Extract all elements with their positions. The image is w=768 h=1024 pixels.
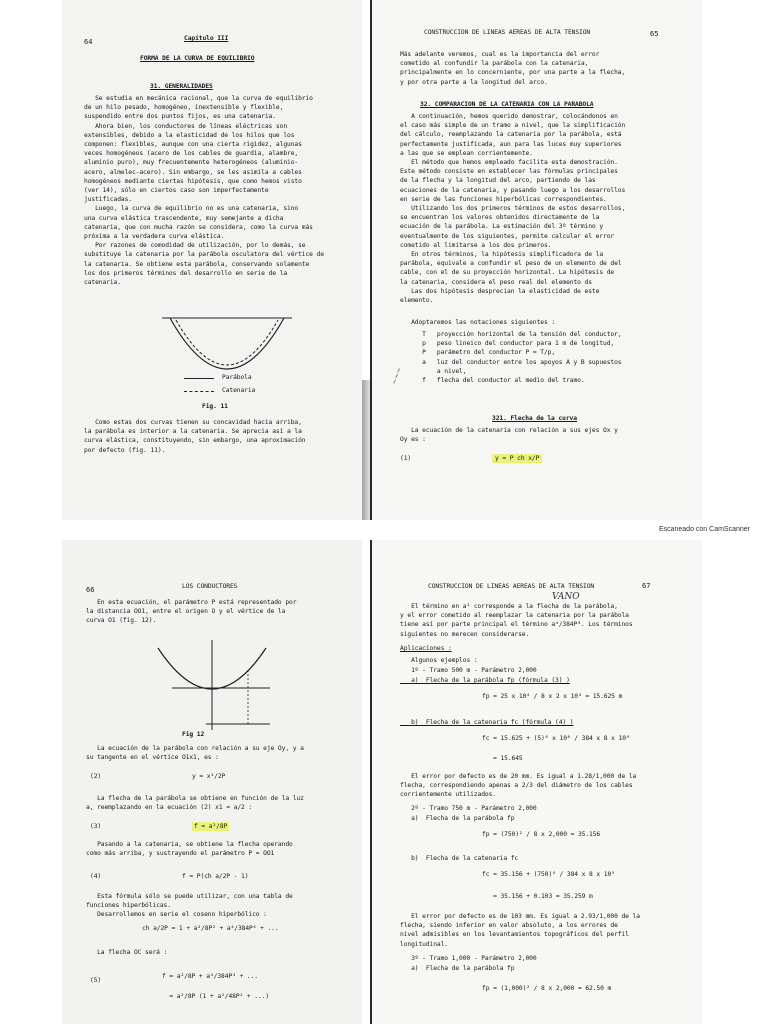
text-line: la catenaria. Se obtiene esta parábola, conservando solamente: [84, 260, 310, 268]
example-3a: a) Flecha de la parábola fp: [400, 965, 515, 972]
example-2a-eq: fp = (750)² / 8 x 2,000 = 35.156: [482, 831, 601, 838]
text-line: de un hilo pesado, homogéneo, inextensible y flexible,: [84, 104, 284, 112]
text-line: ecuación de la parábola. La estimación del 3º término y: [400, 223, 604, 231]
text-line: homogéneos mediante ciertas hipótesis, que como hemos visto: [84, 177, 302, 185]
equation-4: f = P(ch a/2P - 1): [182, 873, 249, 880]
text-line: En esta ecuación, el parámetro P está representado por: [86, 599, 297, 606]
text-line: Desarrollemos en serie el coseno hiperbólico :: [86, 911, 267, 919]
text-line: principalmente en lo concerniente, por una parte a la flecha,: [400, 69, 626, 77]
text-line: flecha, correspondiendo apenas a 2/3 del diámetro de los cables: [400, 782, 633, 790]
example-1a: a) Flecha de la parábola fp (fórmula (3) ): [400, 677, 570, 684]
text-line: funciones hiperbólicas.: [86, 902, 171, 910]
legend-catenaria-line: [184, 391, 214, 392]
page-header: CONSTRUCCION DE LINEAS AEREAS DE ALTA TENSION: [424, 29, 591, 36]
text-line: aluminio puro), muy frecuentemente heterogéneos (aluminio-: [84, 159, 299, 167]
text-line: substituye la catenaria por la parábola osculatora del vértice de: [84, 251, 324, 259]
equation-number: (1): [400, 455, 412, 462]
text-line: veces homogéneos (acero de los cables de guardia, alambre,: [84, 150, 299, 158]
text-line: extensibles, debido a la elasticidad de los hilos que los: [84, 131, 295, 139]
text-line: del cálculo, reemplazando la catenaria por la parábola, está: [400, 131, 622, 139]
chapter-title: Capítulo III: [184, 35, 229, 42]
example-1b-eq1: fc = 15.625 + (5)⁴ x 10⁸ / 384 x 8 x 10⁹: [482, 735, 630, 742]
example-2: 2º - Tramo 750 m - Parámetro 2,000: [400, 805, 537, 812]
equation-3: f = a²/8P: [194, 823, 228, 830]
text-line: El error por defecto es de 20 mm. Es igual a 1.28/1,000 de la: [400, 773, 637, 780]
text-line: justificadas.: [84, 196, 132, 204]
text-line: longitudinal.: [400, 940, 448, 948]
text-line: la distancia OO1, entre el origen O y el vértice de la: [86, 608, 286, 616]
text-line: f flecha del conductor al medio del tramo.: [400, 377, 585, 384]
legend-catenaria: Catenaria: [222, 387, 256, 394]
figure-12: [152, 640, 272, 730]
handwritten-margin-note: ~~~: [390, 366, 404, 386]
text-line: en serie de las funciones hiperbólicas correspondientes.: [400, 195, 607, 203]
handwritten-note: VANO: [552, 592, 580, 602]
example-1b: b) Flecha de la catenaria fc (fórmula (4) ): [400, 719, 574, 726]
text-line: Las dos hipótesis desprecian la elasticidad de este: [400, 287, 600, 295]
equation-catenaria: y = P ch x/P: [492, 454, 542, 463]
subsection-heading: 321. Flecha de la curva: [492, 415, 577, 422]
legend-parabola-line: [184, 378, 214, 379]
example-3: 3º - Tramo 1,000 - Parámetro 2,000: [400, 955, 537, 962]
page-64: [62, 0, 362, 520]
text-line: flecha, siendo inferior en valor absoluto, a los errores de: [400, 922, 618, 930]
applications-sub: Algunos ejemplos :: [400, 657, 478, 664]
text-line: suspendido entre dos puntos fijos, es una catenaria.: [84, 113, 276, 121]
text-line: Se estudia en mecánica racional, que la curva de equilibrio: [84, 95, 313, 102]
equation-5b: = a²/8P (1 + a²/48P² + ...): [162, 993, 270, 1000]
text-line: catenaria, que con mucha razón se considera, como la curva más: [84, 223, 313, 231]
text-line: Ahora bien, los conductores de líneas eléctricas son: [84, 122, 288, 130]
series-expansion: ch a/2P = 1 + a²/8P² + a⁴/384P⁴ + ...: [142, 925, 279, 932]
example-1a-eq: fp = 25 x 10⁴ / 8 x 2 x 10³ = 15.625 m: [482, 693, 623, 700]
text-line: ecuaciones de la catenaria, y pasando luego a los desarrollos: [400, 186, 626, 194]
example-2b-eq1: fc = 35.156 + (750)⁴ / 384 x 8 x 10⁹: [482, 871, 615, 878]
text-line: Como estas dos curvas tienen su concavidad hacia arriba,: [84, 419, 302, 426]
section-heading: 31. GENERALIDADES: [150, 83, 213, 90]
text-line: curva elástica, constituyendo, sin embargo, una aproximación: [84, 437, 306, 445]
text-line: p peso lineico del conductor para 1 m de longitud,: [400, 340, 615, 348]
text-line: y el error cometido al reemplazar la catenaria por la parábola: [400, 612, 629, 620]
text-line: los dos primeros términos del desarrollo en serie de la: [84, 269, 288, 277]
text-line: a las que se emplean corrientemente.: [400, 149, 533, 157]
text-line: a luz del conductor entre los apoyos A y B supuestos: [400, 358, 622, 366]
equation-number-2: (2): [90, 773, 102, 780]
parabola-curve: [170, 318, 284, 369]
text-line: cometido al limitarse a los dos primeros.: [400, 241, 552, 249]
text-line: perfectamente justificada, aun para las luces muy superiores: [400, 140, 622, 148]
text-line: la catenaria, considera el peso real del elemento ds: [400, 278, 592, 286]
text-line: como más arriba, y sustrayendo el parámetro P = OO1: [86, 850, 275, 858]
example-2a: a) Flecha de la parábola fp: [400, 815, 515, 822]
example-1b-eq2: = 15.645: [482, 755, 523, 762]
text-line: (ver 14), sólo en ciertos caso son imperfectamente: [84, 187, 269, 194]
page-number: 67: [642, 582, 651, 590]
text-line: En otros términos, la hipótesis simplificadora de la: [400, 251, 604, 258]
page-66: [62, 540, 362, 1024]
page-header: LOS CONDUCTORES: [182, 583, 238, 590]
page-65: [372, 0, 702, 520]
example-2b: b) Flecha de la catenaria fc: [400, 855, 519, 862]
text-line: cometido al confundir la parábola con la catenaria,: [400, 60, 589, 68]
text-line: catenaria.: [84, 279, 121, 286]
example-1: 1º - Tramo 500 m - Parámetro 2,000: [400, 667, 537, 674]
legend-parabola: Parábola: [222, 374, 252, 381]
text-line: La ecuación de la parábola con relación a su eje Oy, y a: [86, 745, 304, 752]
text-line: tiene así por parte principal el término a⁴/384P³. Los términos: [400, 621, 633, 629]
text-line: nivel admisibles en los levantamientos topográficos del perfil: [400, 931, 629, 939]
text-line: T proyección horizontal de la tensión del conductor,: [400, 331, 622, 338]
equation-5a: f = a²/8P + a⁴/384P³ + ...: [162, 973, 258, 980]
page-header: CONSTRUCCION DE LINEAS AEREAS DE ALTA TENSION: [428, 583, 595, 590]
text-line: La ecuación de la catenaria con relación a sus ejes Ox y: [400, 427, 618, 434]
text-line: la parábola es interior a la catenaria. Se aprecia así a la: [84, 428, 302, 436]
figure-caption: Fig. 11: [202, 403, 228, 410]
text-line: Esta fórmula sólo se puede utilizar, con una tabla de: [86, 893, 293, 900]
text-line: eventualmente de los siguientes, permite calcular el error: [400, 232, 615, 240]
text-line: corrientemente utilizados.: [400, 791, 496, 799]
figure-caption: Fig 12: [182, 731, 205, 738]
text-line: cable, con el de su proyección horizontal. La hipótesis de: [400, 269, 615, 277]
catenaria-curve: [176, 320, 278, 365]
text-line: Pasando a la catenaria, se obtiene la flecha operando: [86, 841, 293, 848]
page-67: [372, 540, 702, 1024]
applications-title: Aplicaciones :: [400, 645, 452, 652]
text-line: parábola, equivale a confundir el peso de un elemento de del: [400, 260, 622, 268]
text-line: siguientes no merecen considerarse.: [400, 630, 530, 638]
text-line: Este método consiste en establecer las fórmulas principales: [400, 168, 618, 176]
text-line: el caso más simple de un tramo a nivel, que la simplificación: [400, 122, 626, 130]
text-line: Oy es :: [400, 436, 426, 444]
text-line: y por otra parte a la longitud del arco.: [400, 78, 548, 86]
text-line: su tangente en el vértice O1x1, es :: [86, 754, 219, 762]
chapter-subtitle: FORMA DE LA CURVA DE EQUILIBRIO: [140, 55, 255, 62]
text-line: Más adelante veremos, cual es la importancia del error: [400, 51, 600, 58]
text-line: de la flecha y la longitud del arco, partiendo de las: [400, 177, 596, 185]
equation-number-5: (5): [90, 977, 102, 984]
notations-title: Adoptaremos las notaciones siguientes :: [400, 319, 556, 326]
text-line: próxima a la verdadera curva elástica.: [84, 233, 225, 240]
text-line: elemento.: [400, 297, 434, 304]
text-line: El término en a² corresponde a la flecha de la parábola,: [400, 603, 618, 610]
text-line: curva O1 (fig. 12).: [86, 617, 157, 625]
example-2b-eq2: = 35.156 + 0.103 = 35.259 m: [482, 893, 593, 900]
text-line: por defecto (fig. 11).: [84, 446, 166, 454]
equation-number-3: (3): [90, 823, 102, 830]
page-number: 64: [84, 38, 93, 46]
text-line: se encuentran los valores obtenidos directamente de la: [400, 214, 600, 222]
text-line: a nivel,: [400, 367, 467, 375]
text-line: Luego, la curva de equilibrio no es una catenaria, sino: [84, 205, 299, 213]
equation-number-4: (4): [90, 873, 102, 880]
text-line: acero, almelec-acero). Sin embargo, se les asimila a cables: [84, 168, 302, 176]
text-line: Por razones de comodidad de utilización, por lo demás, se: [84, 242, 306, 250]
text-line: El error por defecto es de 103 mm. Es igual a 2.93/1,000 de la: [400, 913, 640, 920]
text-line: componen: flexibles, aunque con una cierta rigidez, algunas: [84, 141, 302, 148]
equation-2: y = x²/2P: [192, 773, 226, 780]
text-line: A continuación, hemos querido demostrar, colocándonos en: [400, 113, 618, 120]
text-line: una curva elástica trascendente, muy semejante a dicha: [84, 214, 284, 222]
text-line: La flecha OC será :: [86, 949, 168, 956]
page-number: 66: [86, 586, 95, 594]
text-line: a, reemplazando en la ecuación (2) x1 = a/2 :: [86, 804, 253, 812]
text-line: P parámetro del conductor P = T/p,: [400, 349, 556, 357]
text-line: Utilizando los dos primeros términos de estos desarrollos,: [400, 205, 626, 212]
text-line: La flecha de la parábola se obtiene en función de la luz: [86, 795, 304, 802]
page-number: 65: [650, 30, 659, 38]
section-heading: 32. COMPARACION DE LA CATENARIA CON LA PARABOLA: [420, 101, 594, 108]
text-line: El método que hemos empleado facilita esta demostración.: [400, 159, 618, 166]
example-3a-eq: fp = (1,000)² / 8 x 2,000 = 62.50 m: [482, 985, 612, 992]
scanner-watermark: Escaneado con CamScanner: [658, 526, 750, 533]
